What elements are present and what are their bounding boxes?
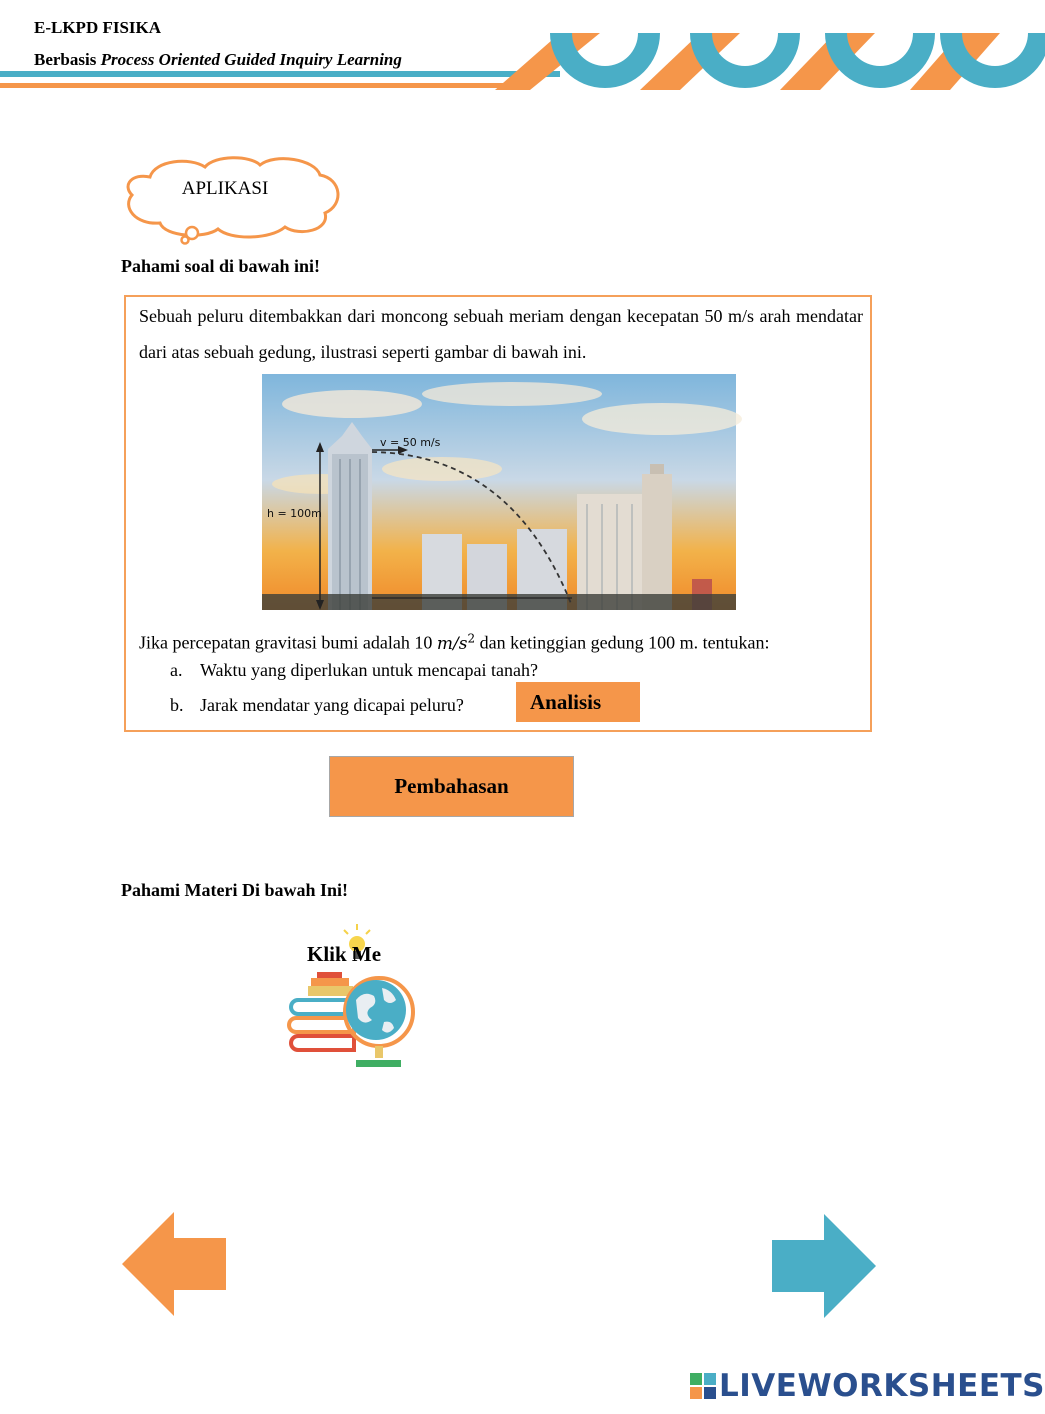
gravity-prefix: Jika percepatan gravitasi bumi adalah 10 (139, 632, 433, 653)
gravity-exponent: 2 (467, 631, 476, 645)
question-letter: a. (170, 660, 183, 680)
gravity-suffix: dan ketinggian gedung 100 m. tentukan: (479, 632, 770, 653)
gravity-unit: $m/s^2$ (436, 631, 476, 654)
question-text: Jarak mendatar yang dicapai peluru? (200, 695, 464, 715)
liveworksheets-brand: LIVEWORKSHEETS (719, 1368, 1045, 1404)
cloud-shape (120, 155, 345, 250)
klik-me-label[interactable]: Klik Me (307, 942, 382, 966)
subtitle-prefix: Berbasis (34, 50, 97, 69)
analisis-button[interactable]: Analisis (516, 682, 640, 722)
header-title: E-LKPD FISIKA (34, 18, 162, 37)
question-letter: b. (170, 695, 184, 715)
city-illustration (262, 374, 736, 610)
cloud-label: APLIKASI (181, 178, 269, 199)
header-decoration (0, 28, 1000, 98)
pembahasan-button[interactable]: Pembahasan (329, 756, 574, 817)
velocity-label: v = 50 m/s (380, 436, 441, 449)
liveworksheets-logo-icon (690, 1373, 716, 1399)
prev-arrow-icon[interactable] (120, 1210, 228, 1318)
subtitle-italic: Process Oriented Guided Inquiry Learning (100, 50, 402, 69)
problem-intro: Sebuah peluru ditembakkan dari moncong sebuah meriam dengan kecepatan 50 m/s arah mendatar dari atas sebuah gedung, ilustrasi seperti gambar di bawah ini. (139, 306, 863, 362)
problem-instruction: Pahami soal di bawah ini! (121, 256, 321, 276)
next-arrow-icon[interactable] (770, 1212, 878, 1320)
height-label: h = 100m (267, 507, 322, 520)
materi-instruction: Pahami Materi Di bawah Ini! (121, 880, 348, 900)
question-text: Waktu yang diperlukan untuk mencapai tanah? (200, 660, 538, 680)
